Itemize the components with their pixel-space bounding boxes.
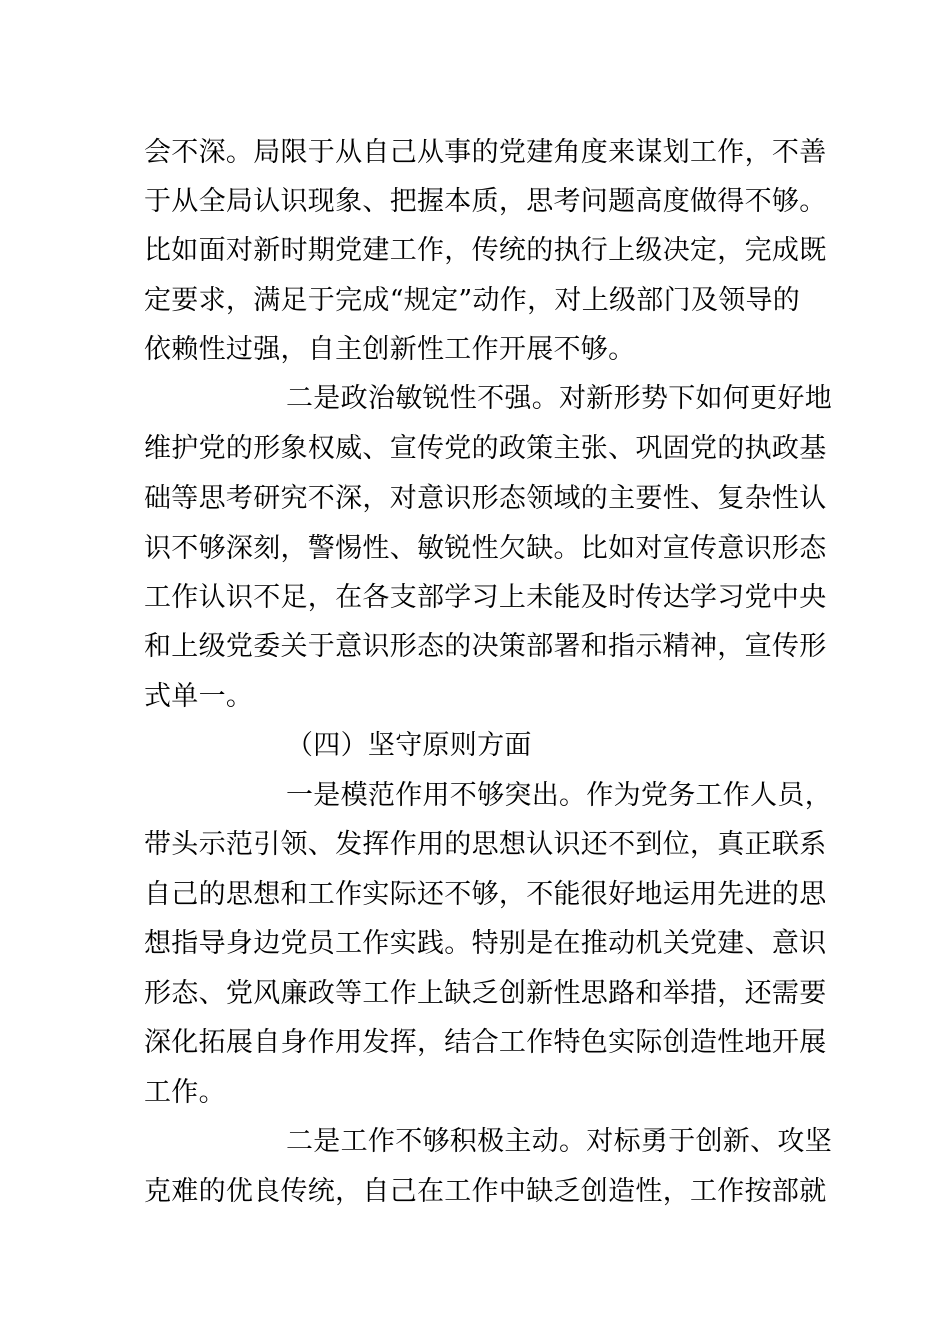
paragraph-line: 想指导身边党员工作实践。特别是在推动机关党建、意识	[144, 928, 827, 959]
paragraph-line: 和上级党委关于意识形态的决策部署和指示精神，宣传形	[144, 631, 827, 662]
paragraph-line: 工作。	[144, 1077, 226, 1108]
paragraph-line: 础等思考研究不深，对意识形态领域的主要性、复杂性认	[144, 483, 827, 514]
paragraph-line: 定要求，满足于完成“规定”动作，对上级部门及领导的	[144, 285, 801, 316]
paragraph-line: 一是模范作用不够突出。作为党务工作人员，	[286, 780, 832, 811]
paragraph-line: 会不深。局限于从自己从事的党建角度来谋划工作，不善	[144, 137, 827, 168]
paragraph-line: 识不够深刻，警惕性、敏锐性欠缺。比如对宣传意识形态	[144, 533, 827, 564]
paragraph-line: 带头示范引领、发挥作用的思想认识还不到位，真正联系	[144, 829, 827, 860]
paragraph-line: 于从全局认识现象、把握本质，思考问题高度做得不够。	[144, 186, 827, 217]
paragraph-line: 二是工作不够积极主动。对标勇于创新、攻坚	[286, 1126, 832, 1157]
paragraph-line: 依赖性过强，自主创新性工作开展不够。	[144, 334, 636, 365]
paragraph-line: 二是政治敏锐性不强。对新形势下如何更好地	[286, 383, 832, 414]
paragraph-line: 形态、党风廉政等工作上缺乏创新性思路和举措，还需要	[144, 978, 827, 1009]
paragraph-line: 工作认识不足，在各支部学习上未能及时传达学习党中央	[144, 582, 827, 613]
paragraph-line: 克难的优良传统，自己在工作中缺乏创造性，工作按部就	[144, 1176, 827, 1207]
section-heading: （四）坚守原则方面	[286, 730, 532, 761]
paragraph-line: 维护党的形象权威、宣传党的政策主张、巩固党的执政基	[144, 433, 827, 464]
paragraph-line: 比如面对新时期党建工作，传统的执行上级决定，完成既	[144, 235, 827, 266]
paragraph-line: 式单一。	[144, 681, 254, 712]
paragraph-line: 深化拓展自身作用发挥，结合工作特色实际创造性地开展	[144, 1027, 827, 1058]
paragraph-line: 自己的思想和工作实际还不够，不能很好地运用先进的思	[144, 879, 827, 910]
